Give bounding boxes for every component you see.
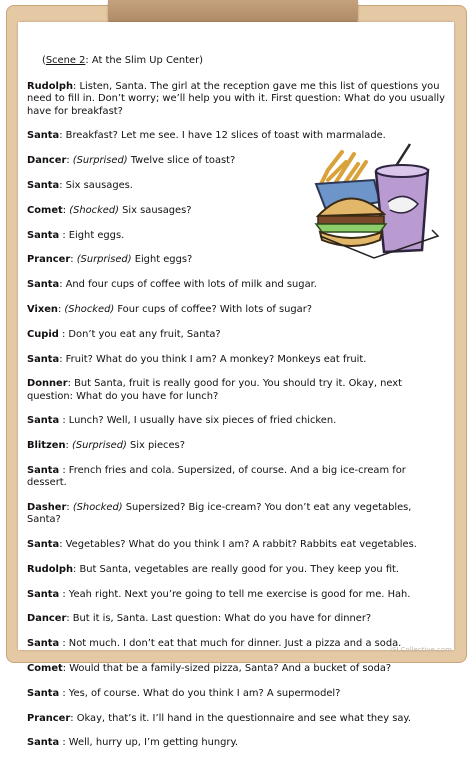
line-text: : Six sausages. <box>59 180 133 191</box>
dialogue-line <box>27 329 317 341</box>
line-text: : Don’t you eat any fruit, Santa? <box>58 328 221 340</box>
stage-direction: (Surprised) <box>72 155 128 167</box>
dialogue-line: Prancer: (Surprised) Eight eggs? <box>27 254 193 266</box>
speaker-name: Santa <box>27 415 60 427</box>
dialogue-line <box>27 688 447 700</box>
line-text: : Would that be a family-sized pizza, Santa? And a bucket of soda? <box>62 662 392 674</box>
speaker-name: Comet <box>27 204 63 216</box>
speaker-name: Santa <box>27 353 60 365</box>
stage-direction: (Shocked) <box>72 501 123 513</box>
line-text: : Fruit? What do you think I am? A monkey? Monkeys eat fruit. <box>59 353 367 365</box>
dialogue-line: Blitzen: (Surprised) Six pieces? <box>27 440 185 452</box>
dialogue-line <box>27 81 447 118</box>
speaker-name: Santa <box>27 737 60 749</box>
line-text: : Breakfast? Let me see. I have 12 slices of toast with marmalade. <box>59 130 386 142</box>
dialogue-line <box>27 589 447 601</box>
fast-food-illustration <box>314 140 444 268</box>
dialogue-line <box>27 737 447 749</box>
line-text: Four cups of coffee? With lots of sugar? <box>114 303 313 315</box>
line-text: : Well, hurry up, I’m getting hungry. <box>59 737 239 749</box>
speaker-name: Santa <box>27 538 60 550</box>
speaker-name: Vixen <box>27 303 58 315</box>
scene-title: : At the Slim Up Center) <box>85 55 204 66</box>
speaker-name: Rudolph <box>27 563 73 575</box>
dialogue-line <box>27 564 447 576</box>
stage-direction: (Shocked) <box>69 204 119 216</box>
speaker-name: Santa <box>27 588 60 600</box>
dialogue-line <box>27 465 447 489</box>
stage-direction: (Surprised) <box>71 440 127 452</box>
dialogue-line <box>27 539 447 551</box>
line-text: : Okay, that’s it. I’ll hand in the questionnaire and see what they say. <box>70 712 411 724</box>
watermark: iSLCollective.com <box>390 646 452 654</box>
dialogue-line <box>27 354 447 366</box>
speaker-name: Comet <box>27 662 63 674</box>
speaker-name: Dancer <box>27 155 67 167</box>
speaker-name: Blitzen <box>27 440 66 452</box>
line-text: : But it is, Santa. Last question: What do you have for dinner? <box>66 613 372 625</box>
speaker-name: Cupid <box>27 328 59 340</box>
speaker-name: Santa <box>27 279 60 291</box>
speaker-name: Santa <box>27 180 60 191</box>
speaker-name: Santa <box>27 638 60 650</box>
dialogue-line <box>27 638 447 650</box>
line-text: : But Santa, vegetables are really good for you. They keep you fit. <box>72 563 400 575</box>
speaker-name: Prancer <box>27 712 71 724</box>
dialogue-line <box>27 663 447 675</box>
dialogue-line <box>27 713 447 725</box>
line-text: : But Santa, fruit is really good for you. You should try it. Okay, next question: What do you have for lunch? <box>27 378 403 402</box>
dialogue-line <box>27 180 317 192</box>
line-text: : French fries and cola. Supersized, of course. And a big ice-cream for dessert. <box>27 464 406 489</box>
line-text: : Listen, Santa. The girl at the reception gave me this list of questions you need to fill in. Don’t worry; we’ll help you with it. First question: What do you usually have for breakfast? <box>27 81 446 117</box>
dialogue-line <box>27 613 447 625</box>
line-text: : Not much. I don’t eat that much for dinner. Just a pizza and a soda. <box>59 638 402 650</box>
dialogue-line <box>27 230 317 242</box>
speaker-name: Santa <box>27 464 60 476</box>
line-text: Supersized? Big ice-cream? You don’t eat any vegetables, Santa? <box>27 501 412 526</box>
dialogue-line: Comet: (Shocked) Six sausages? <box>27 204 192 216</box>
speaker-name: Prancer <box>27 254 71 266</box>
speaker-name: Donner <box>27 378 68 390</box>
cup-icon <box>376 144 428 252</box>
line-text: : Yeah right. Next you’re going to tell me exercise is good for me. Hah. <box>59 588 411 600</box>
stage-direction: (Shocked) <box>64 303 115 315</box>
speaker-name: Santa <box>27 130 60 142</box>
line-text: Twelve slice of toast? <box>127 155 236 167</box>
dialogue-line <box>27 415 447 427</box>
line-text: Six sausages? <box>118 204 192 216</box>
line-text: Eight eggs? <box>131 254 193 266</box>
speaker-name: Dasher <box>27 501 67 513</box>
line-text: : And four cups of coffee with lots of milk and sugar. <box>59 279 317 291</box>
speaker-name: Santa <box>27 687 60 699</box>
line-text: : Yes, of course. What do you think I am? A supermodel? <box>59 687 341 699</box>
dialogue-line: Dasher: (Shocked) Supersized? Big ice-cream? You don’t eat any vegetables, Santa? <box>27 501 412 526</box>
dialogue-line <box>27 378 447 402</box>
scene-heading: (Scene 2: At the Slim Up Center) <box>42 55 204 66</box>
dialogue-line: Dancer: (Surprised) Twelve slice of toast? <box>27 155 236 167</box>
stage-direction: (Surprised) <box>76 254 132 266</box>
line-text: : Eight eggs. <box>59 229 125 241</box>
scene-label: Scene 2 <box>45 55 86 66</box>
line-text: : Lunch? Well, I usually have six pieces of fried chicken. <box>59 415 337 427</box>
speaker-name: Rudolph <box>27 81 73 93</box>
dialogue-line: Vixen: (Shocked) Four cups of coffee? With lots of sugar? <box>27 303 313 315</box>
speaker-name: Santa <box>27 229 60 241</box>
line-text: : Vegetables? What do you think I am? A rabbit? Rabbits eat vegetables. <box>59 538 417 550</box>
dialogue-line <box>27 279 317 291</box>
line-text: Six pieces? <box>126 440 185 452</box>
speaker-name: Dancer <box>27 613 67 625</box>
